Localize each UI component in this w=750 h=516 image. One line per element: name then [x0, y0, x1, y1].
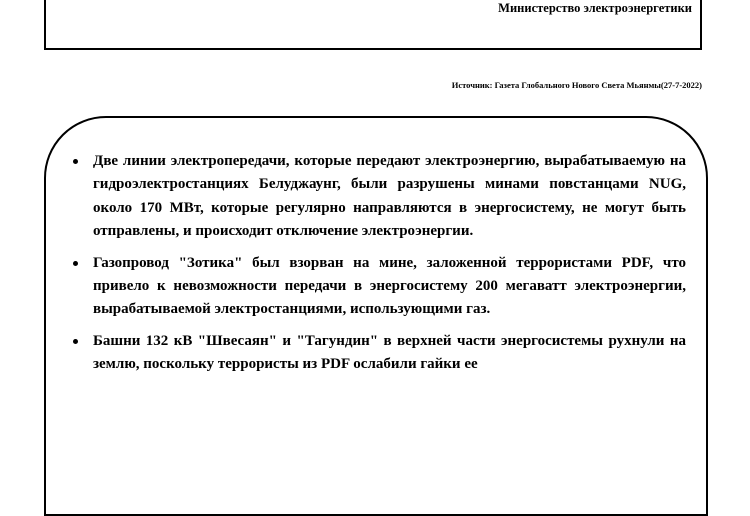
bullet-item [46, 252, 706, 322]
bullet-list [46, 150, 706, 385]
bullet-item [46, 330, 706, 377]
source-citation: Источник: Газета Глобального Нового Света Мьянмы(27-7-2022) [451, 80, 702, 90]
header-box [44, 0, 702, 50]
bullet-dot-icon [73, 159, 78, 164]
content-box [44, 116, 708, 516]
bullet-dot-icon [73, 339, 78, 344]
bullet-text: Газопровод "Зотика" был взорван на мине, заложенной террористами PDF, что привело к невозможности передачи в энергосистему 200 мегаватт электроэнергии, вырабатываемой электростанциями, использующими газ. [93, 254, 686, 318]
bullet-text: Две линии электропередачи, которые передают электроэнергию, вырабатываемую на гидроэлектростанциях Белуджаунг, были разрушены минами повстанцами NUG, около 170 МВт, которые регулярно направляются в энергосистему, не могут быть отправлены, и происходит отключение электроэнергии. [93, 153, 686, 240]
bullet-text: Башни 132 кВ "Швесаян" и "Тагундин" в верхней части энергосистемы рухнули на землю, поскольку террористы из PDF ослабили гайки ее [93, 332, 686, 373]
ministry-title: Министерство электроэнергетики [498, 1, 692, 15]
bullet-dot-icon [73, 261, 78, 266]
bullet-item [46, 150, 706, 244]
